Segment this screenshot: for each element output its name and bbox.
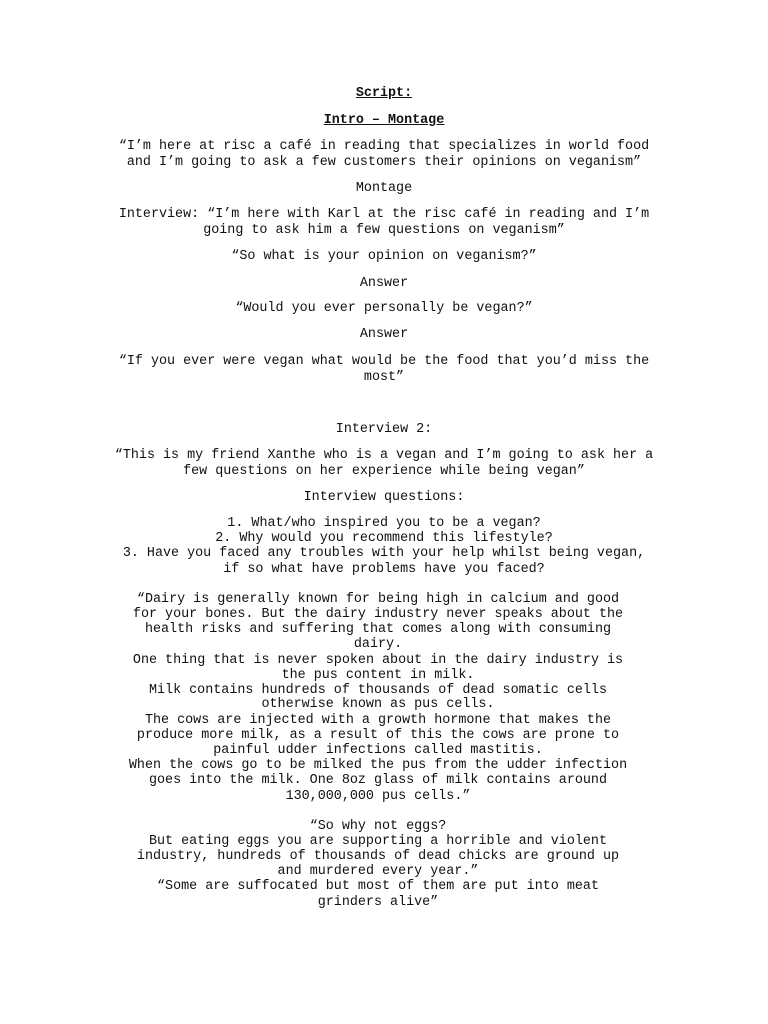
interview1-intro-line: going to ask him a few questions on veganism” <box>203 223 565 238</box>
dairy-line: goes into the milk. One 8oz glass of milk contains around <box>148 773 608 788</box>
answer-label: Answer <box>359 276 409 291</box>
dairy-line: 130,000,000 pus cells.” <box>285 789 471 804</box>
dairy-line: One thing that is never spoken about in the dairy industry is <box>132 653 624 668</box>
question-3-line: “If you ever were vegan what would be the food that you’d miss the <box>118 354 650 369</box>
dairy-line: When the cows go to be milked the pus from the udder infection <box>128 758 628 773</box>
interview2-title: Interview 2: <box>335 422 433 437</box>
eggs-line: “So why not eggs? <box>309 819 447 834</box>
question-3-line: most” <box>363 370 405 385</box>
dairy-line: health risks and suffering that comes along with consuming <box>144 622 612 637</box>
interview-question: 3. Have you faced any troubles with your help whilst being vegan, <box>122 546 646 561</box>
dairy-line: painful udder infections called mastitis. <box>213 743 543 758</box>
dairy-line: for your bones. But the dairy industry never speaks about the <box>132 607 624 622</box>
eggs-line: and murdered every year.” <box>277 864 479 879</box>
answer-label: Answer <box>359 327 409 342</box>
eggs-line: industry, hundreds of thousands of dead chicks are ground up <box>136 849 620 864</box>
interview2-intro-line: few questions on her experience while being vegan” <box>183 464 585 479</box>
dairy-line: otherwise known as pus cells. <box>261 697 495 712</box>
dairy-line: produce more milk, as a result of this the cows are prone to <box>136 728 620 743</box>
script-heading: Script: <box>355 86 413 101</box>
dairy-line: the pus content in milk. <box>281 668 475 683</box>
intro-title: Intro – Montage <box>323 113 445 128</box>
intro-quote-line: “I’m here at risc a café in reading that specializes in world food <box>118 139 650 154</box>
interview-question: 1. What/who inspired you to be a vegan? <box>227 516 541 531</box>
intro-quote-line: and I’m going to ask a few customers their opinions on veganism” <box>126 155 642 170</box>
question-1: “So what is your opinion on veganism?” <box>231 249 537 264</box>
eggs-line: grinders alive” <box>317 895 439 910</box>
questions-title: Interview questions: <box>303 490 465 505</box>
interview1-intro-line: Interview: “I’m here with Karl at the risc café in reading and I’m <box>118 207 650 222</box>
eggs-line: But eating eggs you are supporting a horrible and violent <box>148 834 608 849</box>
dairy-line: Milk contains hundreds of thousands of dead somatic cells <box>148 683 608 698</box>
dairy-line: The cows are injected with a growth hormone that makes the <box>144 713 612 728</box>
interview2-intro-line: “This is my friend Xanthe who is a vegan and I’m going to ask her a <box>114 448 654 463</box>
interview-question: 2. Why would you recommend this lifestyle? <box>215 531 553 546</box>
montage-label: Montage <box>355 181 413 196</box>
eggs-line: “Some are suffocated but most of them are put into meat <box>157 879 599 894</box>
dairy-line: “Dairy is generally known for being high in calcium and good <box>136 592 620 607</box>
question-2: “Would you ever personally be vegan?” <box>235 301 533 316</box>
dairy-line: dairy. <box>353 637 403 652</box>
interview-question: if so what have problems have you faced? <box>223 562 545 577</box>
